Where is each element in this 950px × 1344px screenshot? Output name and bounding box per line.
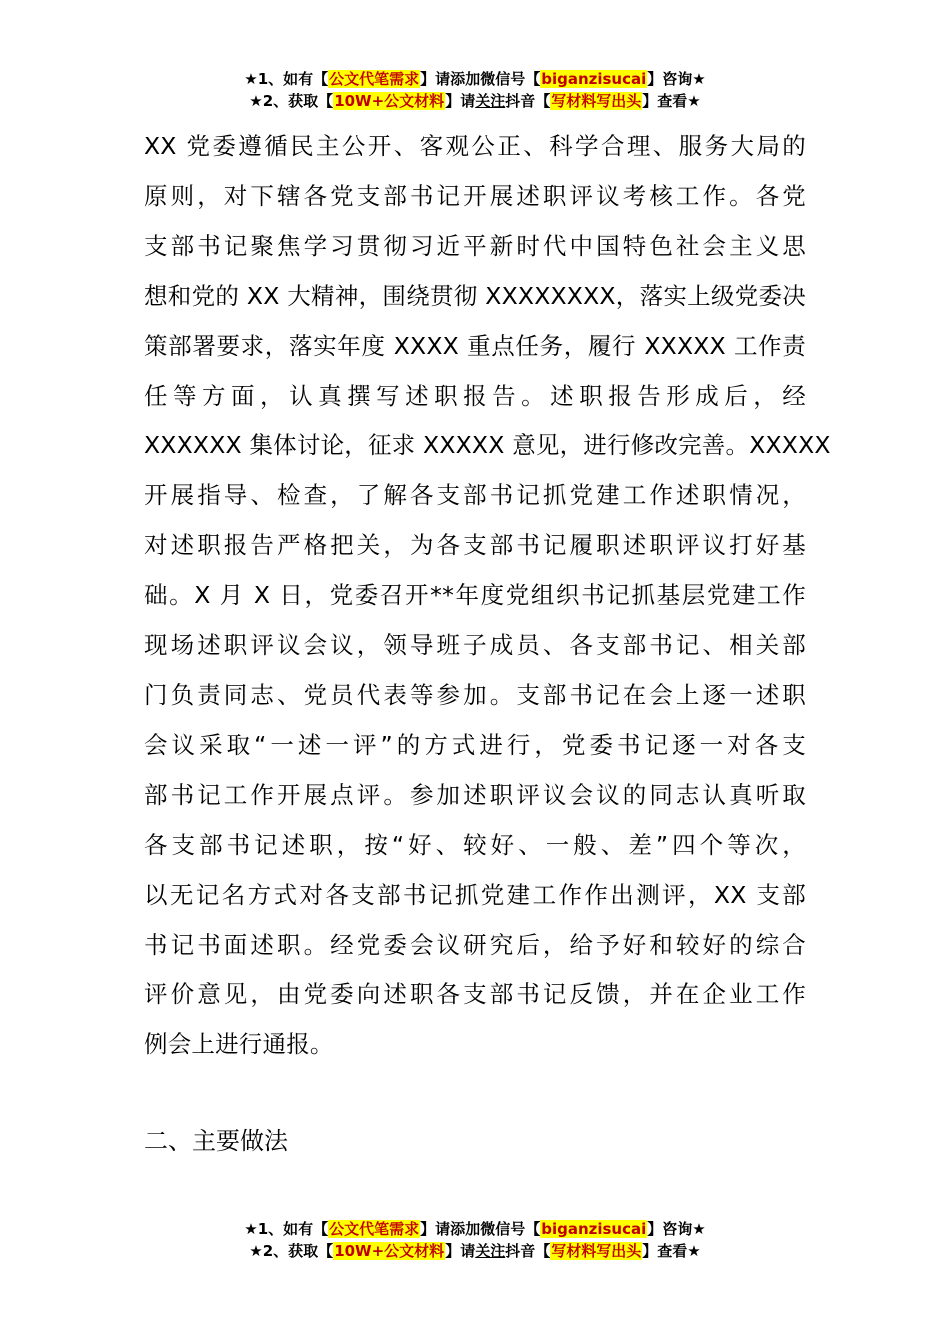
paragraph-line: 会议采取“一述一评”的方式进行，党委书记逐一对各支 <box>144 730 806 759</box>
paragraph-line: 原则，对下辖各党支部书记开展述职评议考核工作。各党 <box>144 181 806 210</box>
banner-text: ★1、如有【 <box>244 70 329 88</box>
banner-emphasis: 加 <box>465 70 481 88</box>
banner-highlight: 公文代笔需求 <box>329 1220 420 1238</box>
body-paragraph <box>144 122 831 1070</box>
paragraph-line: 现场述职评议会议，领导班子成员、各支部书记、相关部 <box>144 631 806 660</box>
banner-douyin-id: 写材料写出头 <box>551 1242 642 1260</box>
banner-line-1 <box>0 68 950 90</box>
paragraph-line-last: 例会上进行通报。 <box>144 1030 334 1059</box>
paragraph-line: 门负责同志、党员代表等参加。支部书记在会上逐一述职 <box>144 680 806 709</box>
paragraph-line: 开展指导、检查，了解各支部书记抓党建工作述职情况， <box>144 481 806 510</box>
banner-line-2 <box>0 1240 950 1262</box>
banner-text: 】咨询★ <box>647 70 706 88</box>
banner-text: 】请添 <box>420 1220 466 1238</box>
banner-line-2 <box>0 90 950 112</box>
banner-text: 微信号【 <box>480 70 541 88</box>
banner-text: ★1、如有【 <box>244 1220 329 1238</box>
banner-douyin-id: 写材料写出头 <box>551 92 642 110</box>
banner-text: 微信号【 <box>480 1220 541 1238</box>
banner-text: 】查看★ <box>642 1242 701 1260</box>
banner-highlight: 10W+公文材料 <box>334 1242 445 1260</box>
banner-text: 抖音【 <box>505 92 551 110</box>
banner-text: ★2、获取【 <box>249 92 334 110</box>
banner-text: ★2、获取【 <box>249 1242 334 1260</box>
paragraph-line: 对述职报告严格把关，为各支部书记履职述职评议打好基 <box>144 531 806 560</box>
banner-wechat-id: biganzisucai <box>541 1220 647 1238</box>
paragraph-line: 础。X 月 X 日，党委召开**年度党组织书记抓基层党建工作 <box>144 581 806 610</box>
paragraph-line: 策部署要求，落实年度 XXXX 重点任务，履行 XXXXX 工作责 <box>144 331 806 360</box>
paragraph-line: 书记书面述职。经党委会议研究后，给予好和较好的综合 <box>144 930 806 959</box>
banner-emphasis: 关注 <box>475 92 506 110</box>
section-heading: 二、主要做法 <box>144 1127 288 1155</box>
banner-highlight: 公文代笔需求 <box>329 70 420 88</box>
header-banner <box>0 68 950 112</box>
paragraph-line: 评价意见，由党委向述职各支部书记反馈，并在企业工作 <box>144 980 806 1009</box>
paragraph-line: 以无记名方式对各支部书记抓党建工作作出测评，XX 支部 <box>144 880 806 909</box>
banner-highlight: 10W+公文材料 <box>334 92 445 110</box>
banner-text: 】查看★ <box>642 92 701 110</box>
banner-wechat-id: biganzisucai <box>541 70 647 88</box>
banner-line-1 <box>0 1218 950 1240</box>
banner-text: 】请添 <box>420 70 466 88</box>
banner-emphasis: 关注 <box>475 1242 506 1260</box>
paragraph-line: 支部书记聚焦学习贯彻习近平新时代中国特色社会主义思 <box>144 231 806 260</box>
paragraph-line: 各支部书记述职，按“好、较好、一般、差”四个等次， <box>144 830 806 859</box>
footer-banner <box>0 1218 950 1262</box>
paragraph-line: 任等方面，认真撰写述职报告。述职报告形成后，经 <box>144 381 806 410</box>
banner-text: 】请 <box>445 1242 476 1260</box>
banner-text: 抖音【 <box>505 1242 551 1260</box>
paragraph-line: XX 党委遵循民主公开、客观公正、科学合理、服务大局的 <box>144 132 806 160</box>
banner-text: 】咨询★ <box>647 1220 706 1238</box>
paragraph-line: XXXXXX 集体讨论，征求 XXXXX 意见，进行修改完善。XXXXX <box>144 431 831 460</box>
paragraph-line: 部书记工作开展点评。参加述职评议会议的同志认真听取 <box>144 780 806 809</box>
paragraph-line: 想和党的 XX 大精神，围绕贯彻 XXXXXXXX，落实上级党委决 <box>144 281 806 310</box>
banner-text: 】请 <box>445 92 476 110</box>
banner-emphasis: 加 <box>465 1220 481 1238</box>
